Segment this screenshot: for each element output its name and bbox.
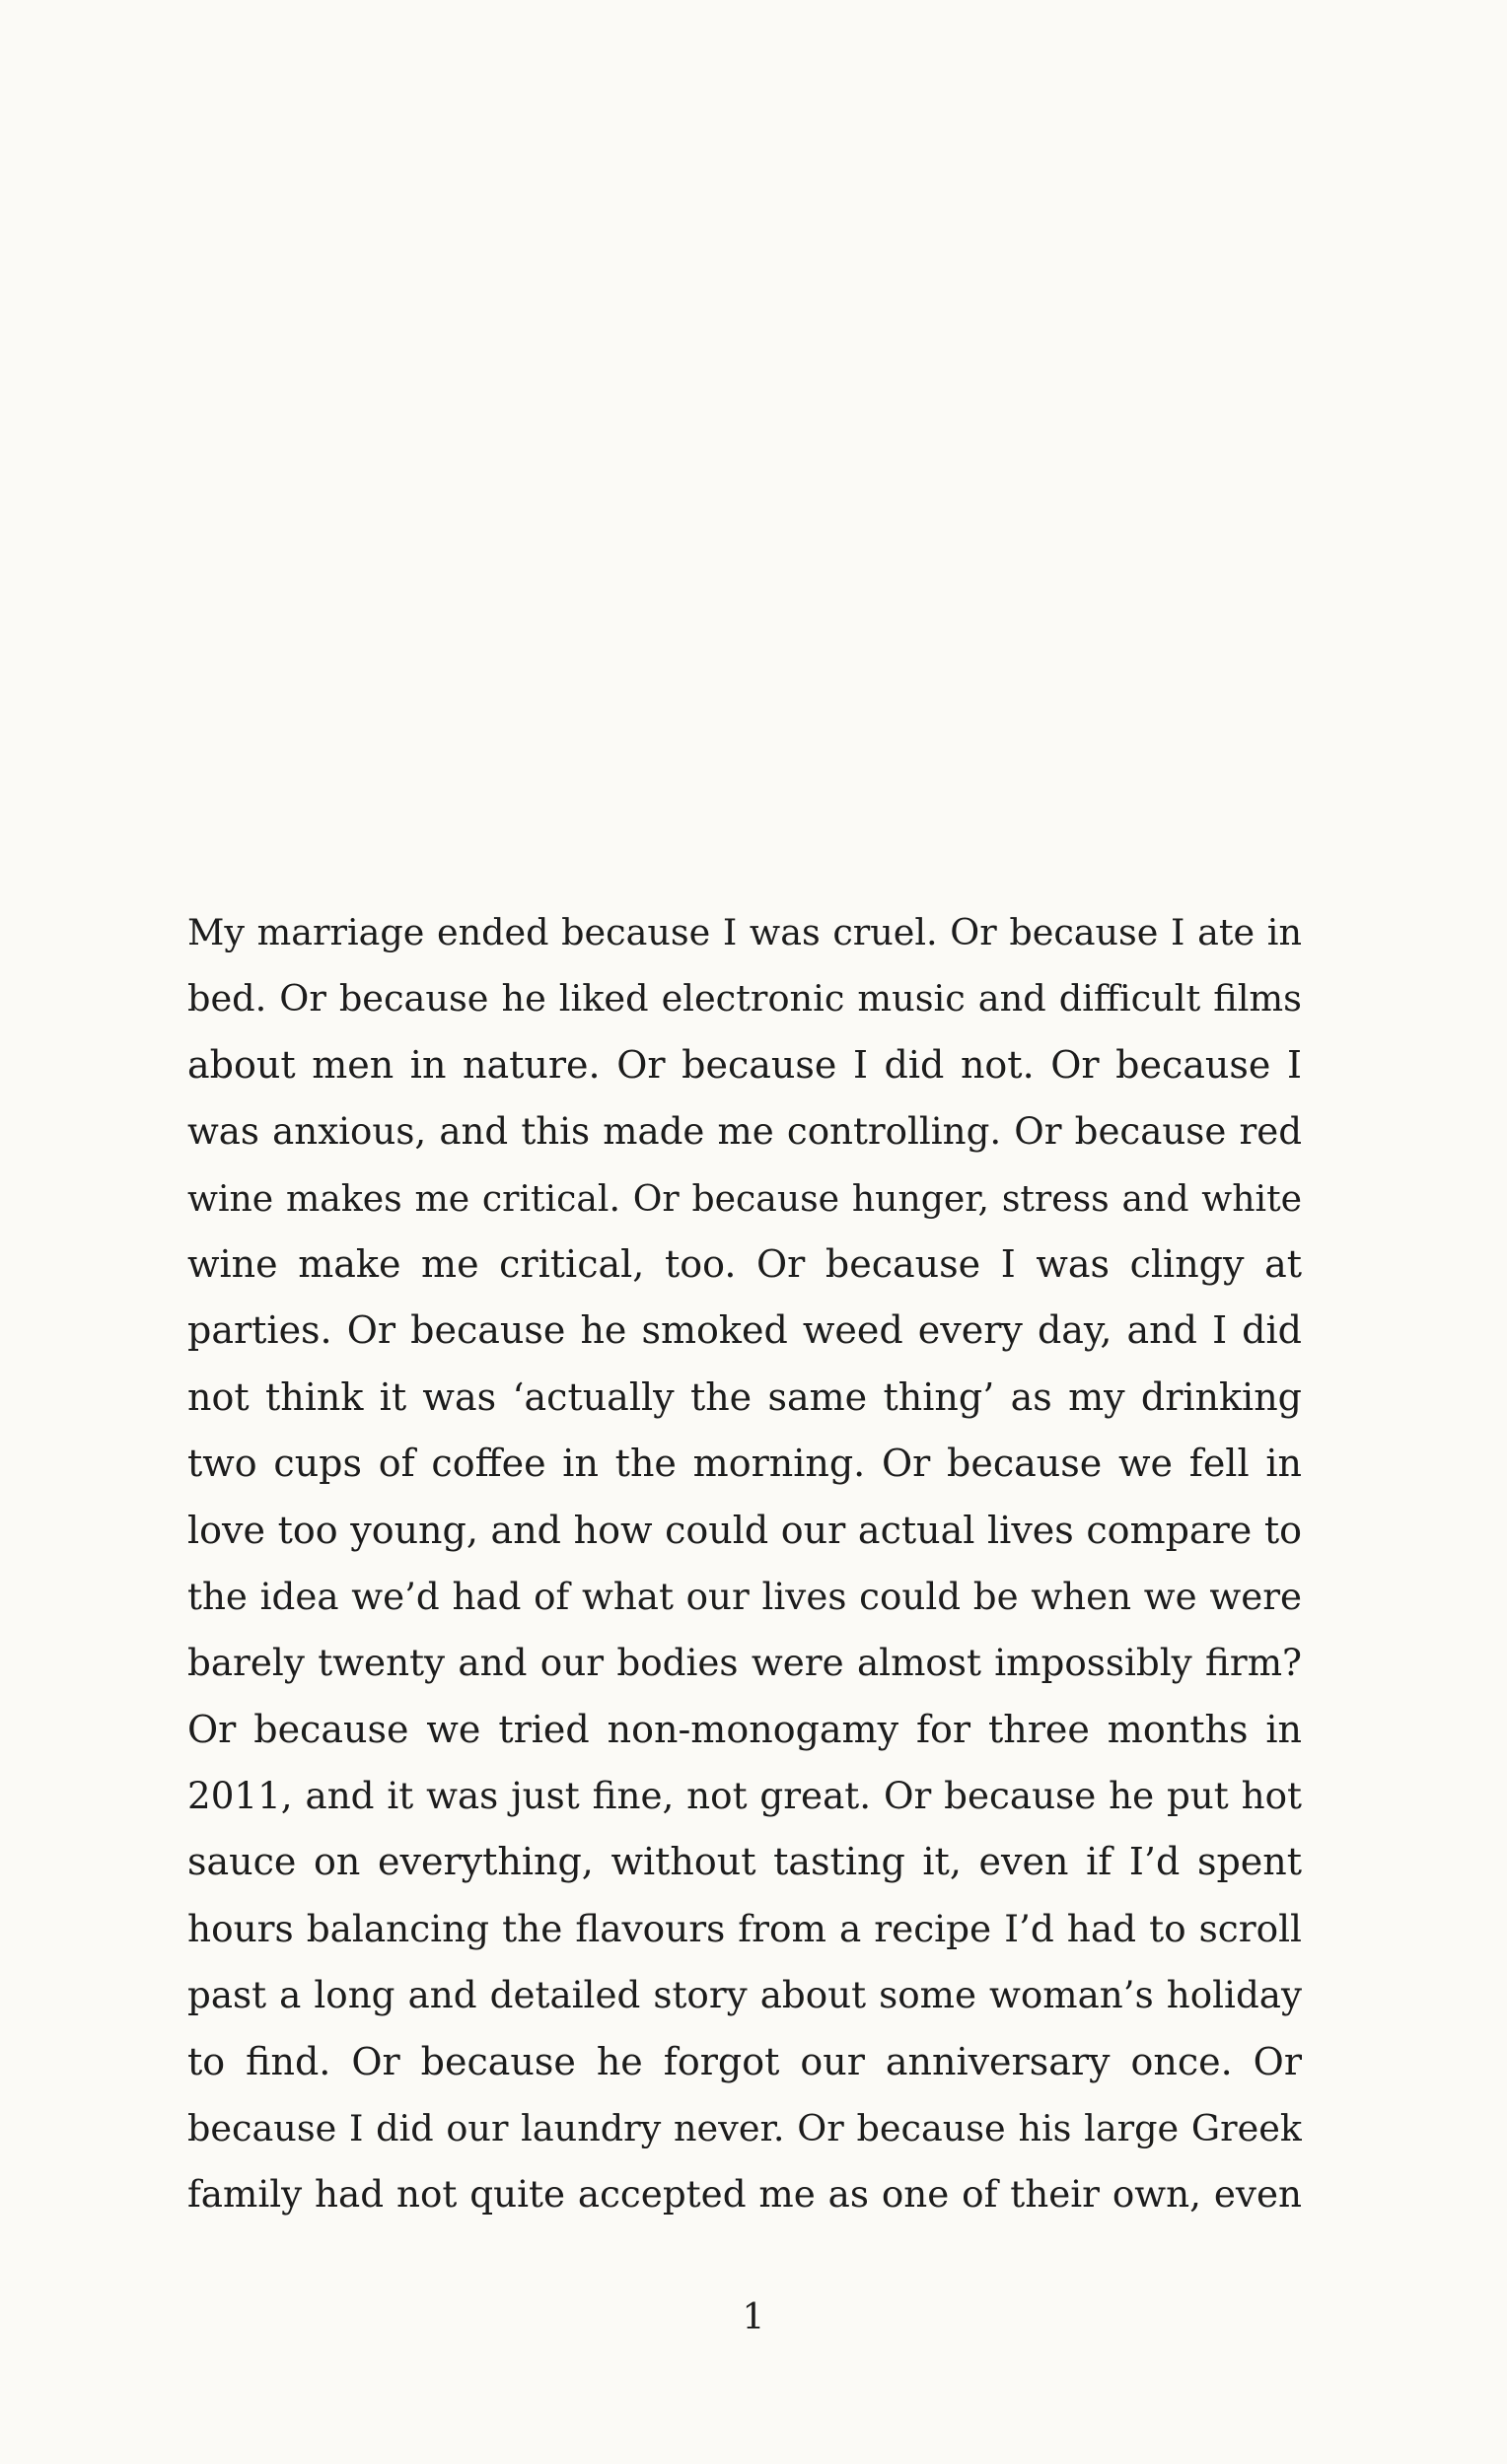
- text-line: not think it was ‘actually the same thing’ as my drinking: [187, 1374, 1302, 1419]
- text-line: parties. Or because he smoked weed every day, and I did: [187, 1308, 1302, 1353]
- page-number: 1: [742, 2297, 765, 2338]
- text-line: about men in nature. Or because I did not. Or because I: [187, 1042, 1302, 1087]
- text-line: two cups of coffee in the morning. Or because we fell in: [187, 1442, 1302, 1486]
- text-line: wine make me critical, too. Or because I was clingy at: [187, 1241, 1302, 1286]
- text-line: sauce on everything, without tasting it, even if I’d spent: [187, 1840, 1302, 1884]
- text-line: because I did our laundry never. Or because his large Greek: [187, 2107, 1302, 2150]
- text-line: barely twenty and our bodies were almost impossibly firm?: [187, 1641, 1302, 1685]
- text-line: hours balancing the flavours from a recipe I’d had to scroll: [187, 1906, 1302, 1950]
- text-line: was anxious, and this made me controlling. Or because red: [187, 1110, 1302, 1154]
- text-line: My marriage ended because I was cruel. Or because I ate in: [187, 911, 1302, 953]
- text-line: to find. Or because he forgot our anniversary once. Or: [187, 2039, 1302, 2083]
- text-line: bed. Or because he liked electronic music and difficult films: [187, 977, 1302, 1021]
- text-line: family had not quite accepted me as one of their own, even: [187, 2172, 1302, 2217]
- text-line: Or because we tried non-monogamy for three months in: [187, 1707, 1302, 1751]
- body-paragraph: [187, 899, 1302, 2228]
- text-line: wine makes me critical. Or because hunger, stress and white: [187, 1176, 1302, 1220]
- text-line: past a long and detailed story about some woman’s holiday: [187, 1973, 1302, 2017]
- text-line: the idea we’d had of what our lives could be when we were: [187, 1574, 1302, 1618]
- text-line: 2011, and it was just fine, not great. Or because he put hot: [187, 1774, 1302, 1818]
- text-line: love too young, and how could our actual lives compare to: [187, 1508, 1302, 1552]
